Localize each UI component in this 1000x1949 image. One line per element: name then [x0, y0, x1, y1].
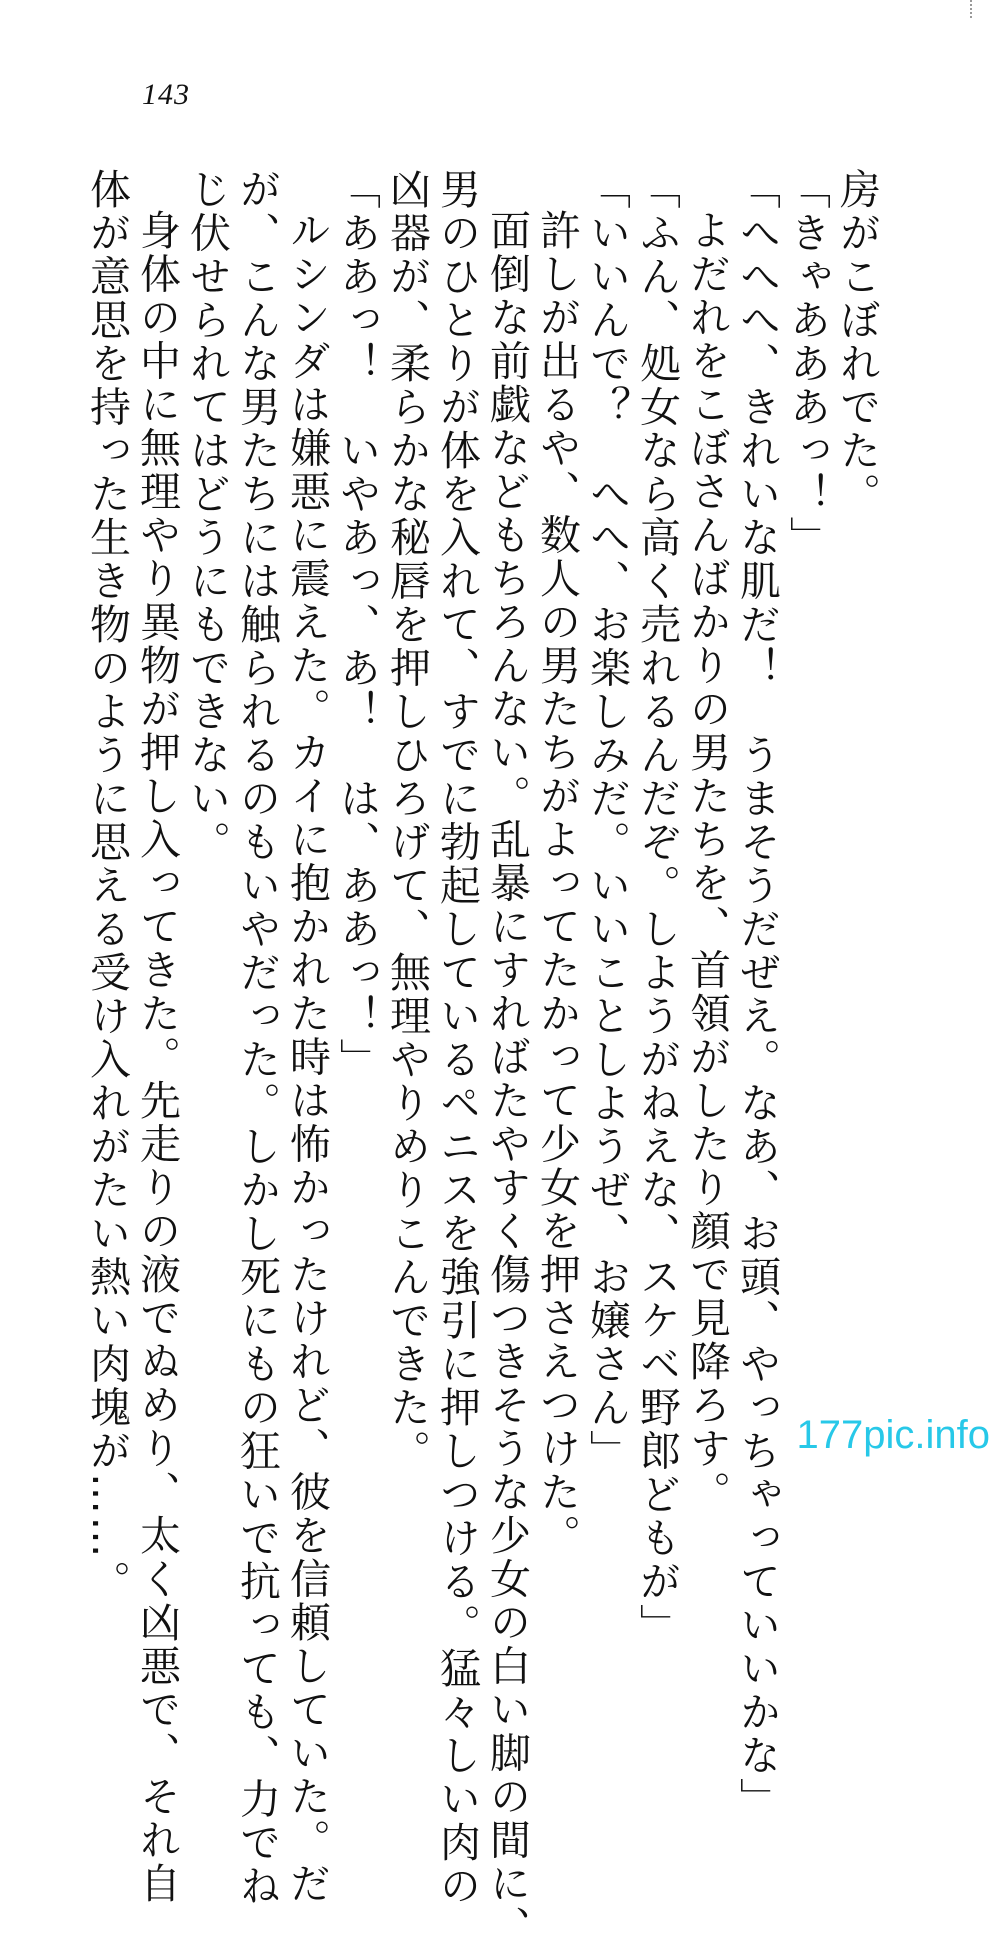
page-number: 143 — [142, 78, 190, 111]
text-line-11: 「ああっ！ いやあっ、あ！ は、ああっ！」 — [333, 168, 381, 1082]
text-line-7: 許しが出るや、数人の男たちがよってたかって少女を押さえつけた。 — [533, 209, 581, 1558]
text-line-1: 房がこぼれでた。 — [833, 168, 881, 516]
text-line-15: 身体の中に無理やり異物が押し入ってきた。先走りの液でぬめり、太く凶悪で、それ自 — [133, 209, 181, 1906]
page-edge-mark — [970, 0, 974, 18]
text-line-16: 体が意思を持った生き物のように思える受け入れがたい熱い肉塊が……。 — [83, 168, 131, 1604]
text-line-13: が、こんな男たちには触られるのもいやだった。しかし死にもの狂いで抗っても、力でね — [233, 168, 281, 1908]
watermark-text: 177pic.info — [796, 1413, 990, 1457]
text-line-2: 「きゃあああっ！」 — [783, 168, 831, 560]
text-line-10: 凶器が、柔らかな秘唇を押しひろげて、無理やりめりこんできた。 — [383, 168, 431, 1473]
text-line-4: よだれをこぼさんばかりの男たちを、首領がしたり顔で見降ろす。 — [683, 209, 731, 1514]
text-line-6: 「いいんで？ へへ、お楽しみだ。いいことしようぜ、お嬢さん」 — [583, 168, 631, 1473]
text-line-9: 男のひとりが体を入れて、すでに勃起しているペニスを強引に押しつける。猛々しい肉の — [433, 168, 481, 1908]
text-line-3: 「へへへ、きれいな肌だ！ うまそうだぜえ。なあ、お頭、やっちゃっていいかな」 — [733, 168, 781, 1821]
text-line-5: 「ふん、処女なら高く売れるんだぞ。しようがねえな、スケベ野郎どもが」 — [633, 168, 681, 1647]
text-line-8: 面倒な前戯などもちろんない。乱暴にすればたやすく傷つきそうな少女の白い脚の間に、 — [483, 209, 531, 1949]
vertical-body-text — [82, 168, 882, 1949]
text-line-12: ルシンダは嫌悪に震えた。カイに抱かれた時は怖かったけれど、彼を信頼していた。だ — [283, 209, 331, 1906]
text-line-14: じ伏せられてはどうにもできない。 — [183, 168, 231, 864]
